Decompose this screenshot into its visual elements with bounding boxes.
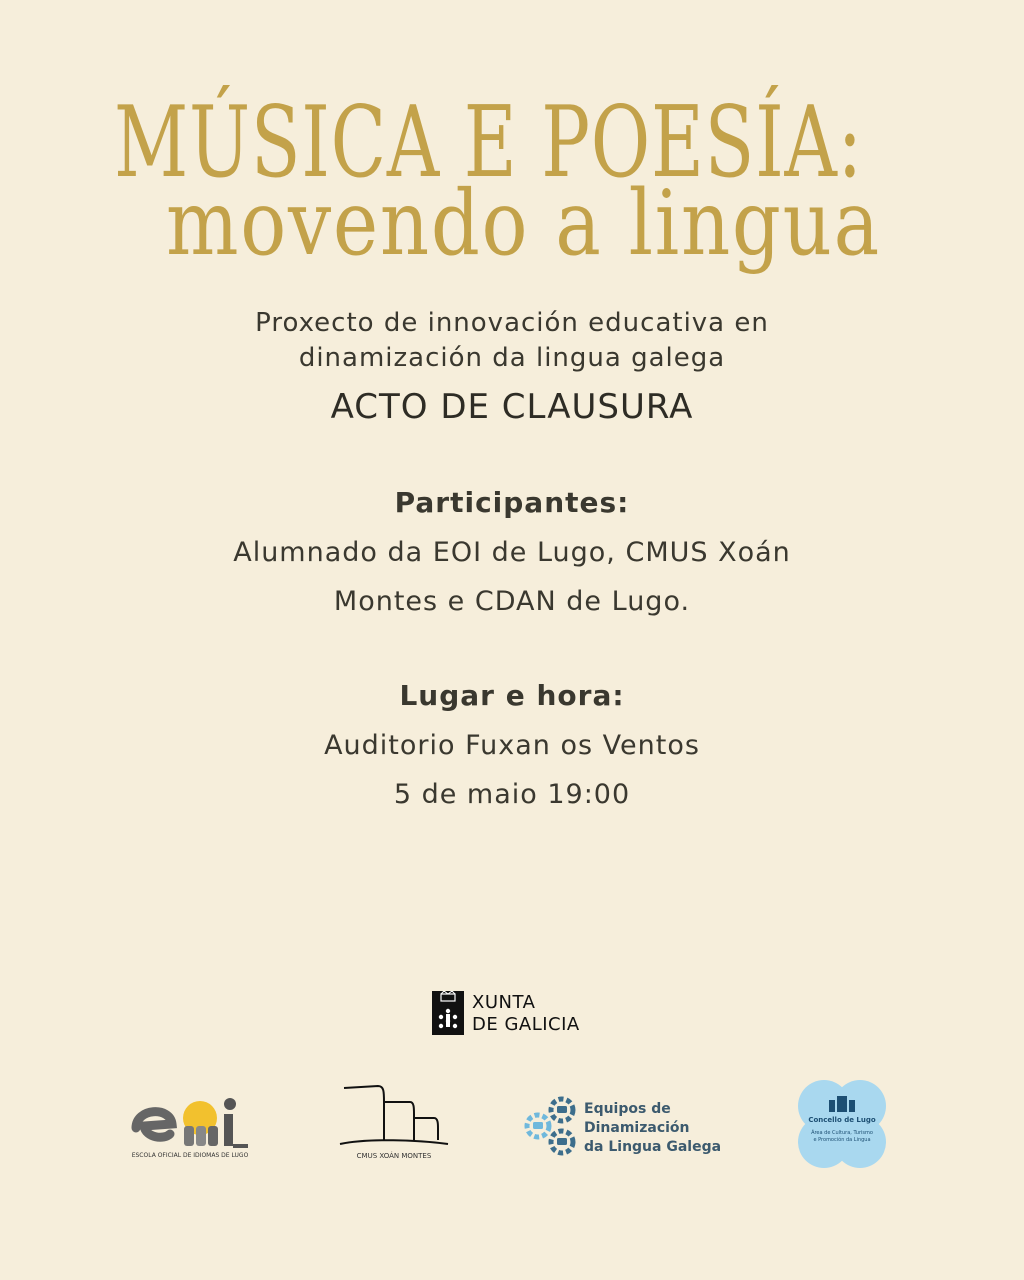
participants-line1: Alumnado da EOI de Lugo, CMUS Xoán — [233, 537, 791, 568]
edlg-logo — [522, 1094, 722, 1158]
event-type: ACTO DE CLAUSURA — [330, 387, 694, 427]
edlg-line3: da Lingua Galega — [584, 1139, 722, 1155]
participants-heading: Participantes: — [394, 486, 630, 519]
venue-text — [0, 721, 1024, 819]
edlg-wordmark — [584, 1100, 721, 1157]
eoi-logo — [130, 1092, 250, 1164]
concello-logo — [796, 1078, 888, 1170]
cmus-caption: CMUS XOÁN MONTES — [356, 1152, 432, 1160]
xunta-logo — [432, 990, 632, 1040]
project-description-line2: dinamización da lingua galega — [298, 343, 726, 373]
participants-text — [0, 528, 1024, 626]
xunta-line2: DE GALICIA — [472, 1014, 580, 1035]
eoi-caption: ESCOLA OFICIAL DE IDIOMAS DE LUGO — [131, 1152, 249, 1159]
project-description — [0, 306, 1024, 376]
concello-cloud-shape — [796, 1078, 888, 1170]
page-subtitle-script: movendo a lingua — [166, 171, 881, 276]
cmus-logo — [338, 1082, 450, 1166]
concello-title: Concello de Lugo — [808, 1116, 876, 1124]
concello-sub-line1: Área de Cultura, Turismo — [811, 1130, 873, 1136]
concello-sub-line2: e Promoción da Lingua — [813, 1137, 871, 1143]
project-description-line1: Proxecto de innovación educativa en — [255, 308, 769, 338]
gears-icon — [522, 1094, 582, 1158]
page-title: MÚSICA E POESÍA: — [114, 86, 863, 200]
title-block — [0, 88, 1024, 288]
xunta-line1: XUNTA — [472, 992, 536, 1013]
cmus-logo-mark — [338, 1082, 450, 1150]
venue-datetime: 5 de maio 19:00 — [393, 779, 631, 810]
concello-subtitle — [796, 1130, 888, 1144]
xunta-emblem-icon — [432, 991, 464, 1035]
venue-heading: Lugar e hora: — [399, 679, 625, 712]
participants-line2: Montes e CDAN de Lugo. — [333, 586, 691, 617]
edlg-line1: Equipos de — [584, 1101, 671, 1117]
eoi-logo-mark — [130, 1092, 250, 1152]
xunta-wordmark — [472, 992, 580, 1036]
venue-place: Auditorio Fuxan os Ventos — [324, 730, 700, 761]
edlg-line2: Dinamización — [584, 1120, 690, 1136]
